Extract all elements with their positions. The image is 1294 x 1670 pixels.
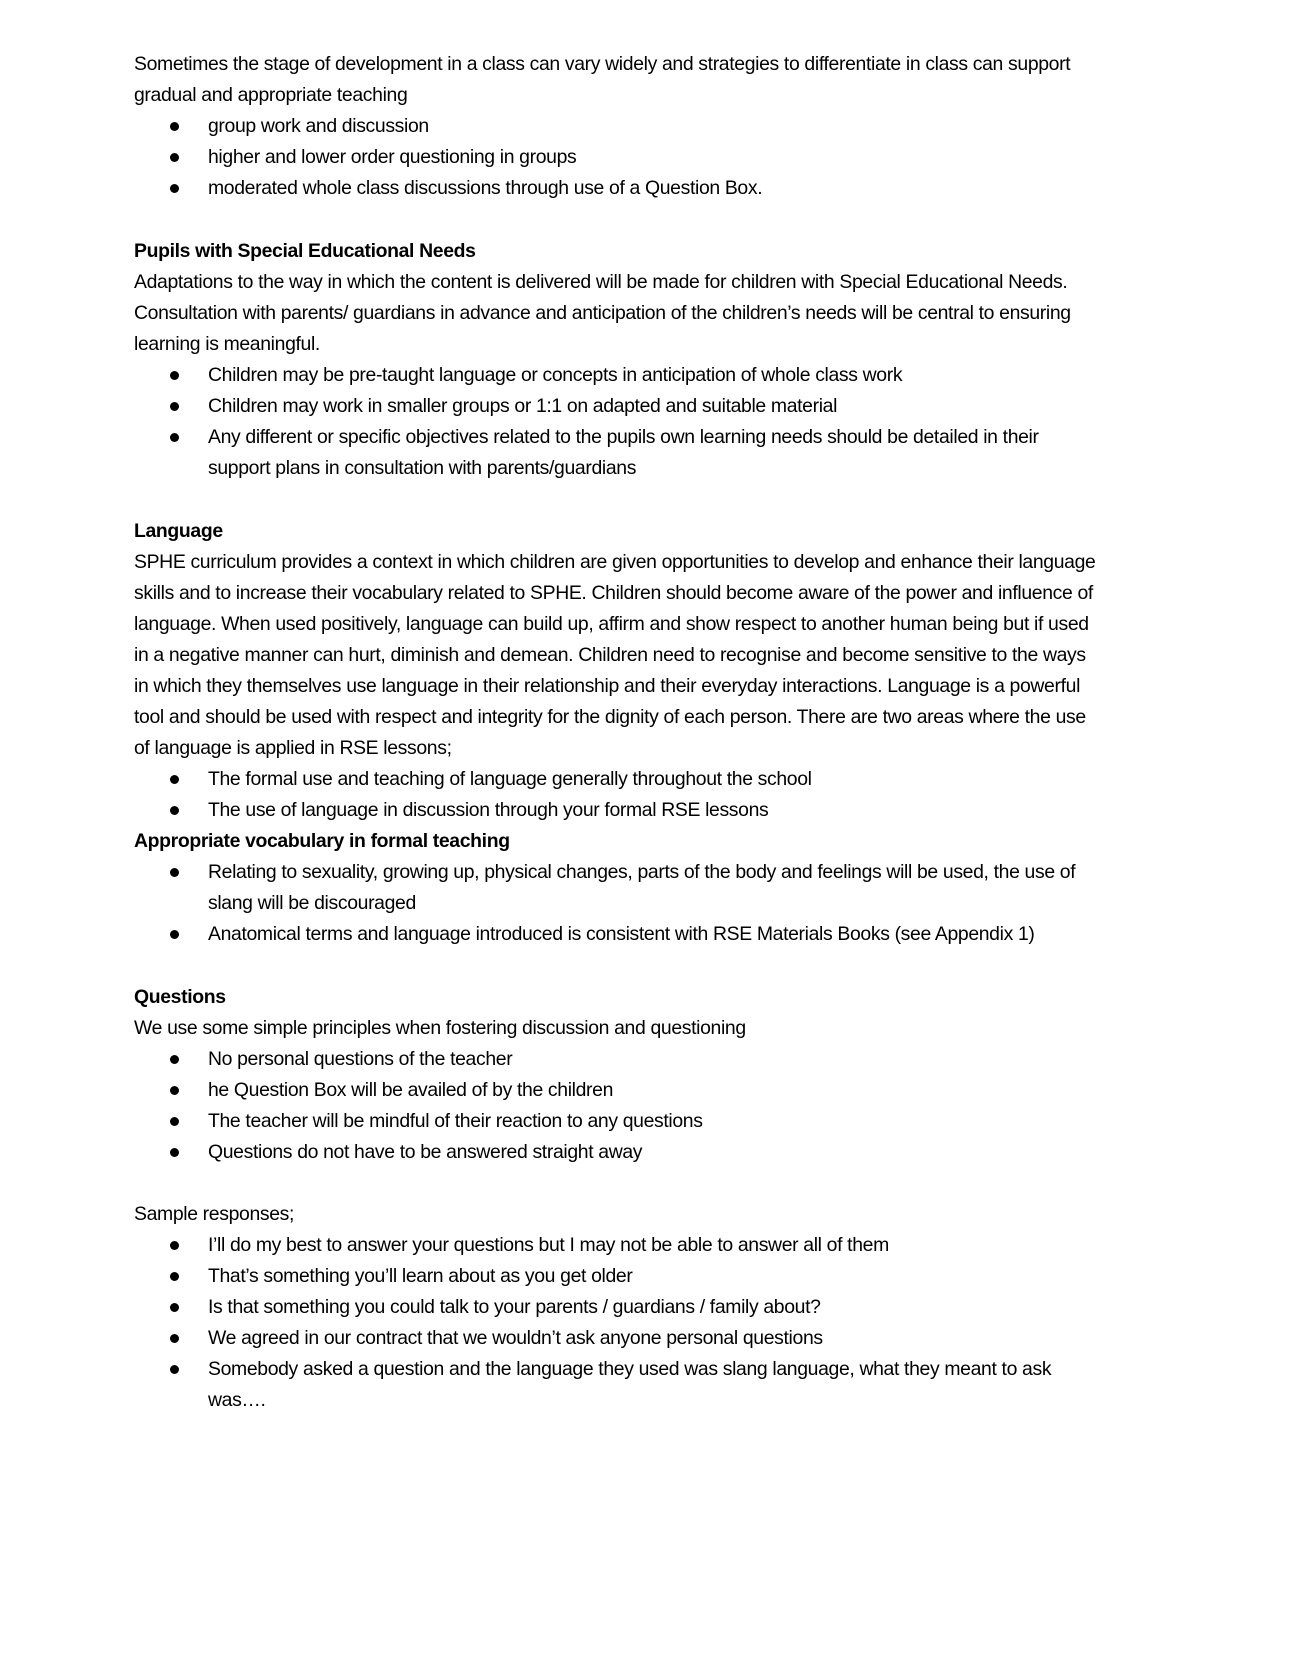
sen-heading: Pupils with Special Educational Needs (134, 240, 476, 262)
list-item: moderated whole class discussions through use of a Question Box. (134, 173, 1104, 204)
bullet-icon (170, 1303, 179, 1312)
sen-bullet-list (134, 360, 1104, 484)
bullet-icon (170, 122, 179, 131)
vocabulary-bullet-list (134, 857, 1104, 950)
bullet-icon (170, 1365, 179, 1374)
list-item: I’ll do my best to answer your questions but I may not be able to answer all of them (134, 1230, 1104, 1261)
sample-responses-label: Sample responses; (134, 1203, 295, 1225)
list-item: Anatomical terms and language introduced is consistent with RSE Materials Books (see Appendix 1) (134, 919, 1104, 950)
list-item: Any different or specific objectives related to the pupils own learning needs should be detailed in their support plans in consultation with parents/guardians (134, 422, 1104, 484)
bullet-icon (170, 806, 179, 815)
bullet-icon (170, 1117, 179, 1126)
language-paragraph: SPHE curriculum provides a context in which children are given opportunities to develop and enhance their language skills and to increase their vocabulary related to SPHE. Children should become aware of the power and influence of language. When used positively, language can build up, affirm and show respect to another human being but if used in a negative manner can hurt, diminish and demean. Children need to recognise and become sensitive to the ways in which they themselves use language in their relationship and their everyday interactions. Language is a powerful tool and should be used with respect and integrity for the dignity of each person. There are two areas where the use of language is applied in RSE lessons; (134, 551, 1096, 759)
list-item: Questions do not have to be answered straight away (134, 1137, 1104, 1168)
bullet-icon (170, 1241, 179, 1250)
list-item: The formal use and teaching of language generally throughout the school (134, 764, 1104, 795)
sen-paragraph: Adaptations to the way in which the content is delivered will be made for children with Special Educational Needs. Consultation with parents/ guardians in advance and anticipation of the children’s needs will be central to ensuring learning is meaningful. (134, 271, 1071, 355)
language-heading: Language (134, 520, 223, 542)
list-item: Children may be pre-taught language or concepts in anticipation of whole class work (134, 360, 1104, 391)
bullet-icon (170, 1272, 179, 1281)
list-item: higher and lower order questioning in groups (134, 142, 1104, 173)
bullet-icon (170, 1086, 179, 1095)
intro-bullet-list (134, 111, 1104, 204)
bullet-icon (170, 868, 179, 877)
vocabulary-subheading: Appropriate vocabulary in formal teaching (134, 830, 510, 852)
bullet-icon (170, 184, 179, 193)
bullet-icon (170, 153, 179, 162)
list-item: Relating to sexuality, growing up, physical changes, parts of the body and feelings will be used, the use of slang will be discouraged (134, 857, 1104, 919)
questions-bullet-list (134, 1044, 1104, 1168)
list-item: he Question Box will be availed of by the children (134, 1075, 1104, 1106)
list-item: Somebody asked a question and the language they used was slang language, what they meant to ask was…. (134, 1354, 1104, 1416)
list-item: No personal questions of the teacher (134, 1044, 1104, 1075)
bullet-icon (170, 433, 179, 442)
questions-heading: Questions (134, 986, 226, 1008)
bullet-icon (170, 402, 179, 411)
list-item: That’s something you’ll learn about as you get older (134, 1261, 1104, 1292)
language-bullet-list (134, 764, 1104, 826)
intro-paragraph: Sometimes the stage of development in a class can vary widely and strategies to differentiate in class can support gradual and appropriate teaching (134, 53, 1071, 106)
sample-responses-list (134, 1230, 1104, 1416)
questions-paragraph: We use some simple principles when fostering discussion and questioning (134, 1017, 746, 1039)
bullet-icon (170, 1055, 179, 1064)
bullet-icon (170, 1334, 179, 1343)
list-item: The use of language in discussion through your formal RSE lessons (134, 795, 1104, 826)
list-item: group work and discussion (134, 111, 1104, 142)
list-item: We agreed in our contract that we wouldn’t ask anyone personal questions (134, 1323, 1104, 1354)
bullet-icon (170, 930, 179, 939)
list-item: Children may work in smaller groups or 1:1 on adapted and suitable material (134, 391, 1104, 422)
bullet-icon (170, 371, 179, 380)
list-item: Is that something you could talk to your parents / guardians / family about? (134, 1292, 1104, 1323)
bullet-icon (170, 1148, 179, 1157)
list-item: The teacher will be mindful of their reaction to any questions (134, 1106, 1104, 1137)
bullet-icon (170, 775, 179, 784)
